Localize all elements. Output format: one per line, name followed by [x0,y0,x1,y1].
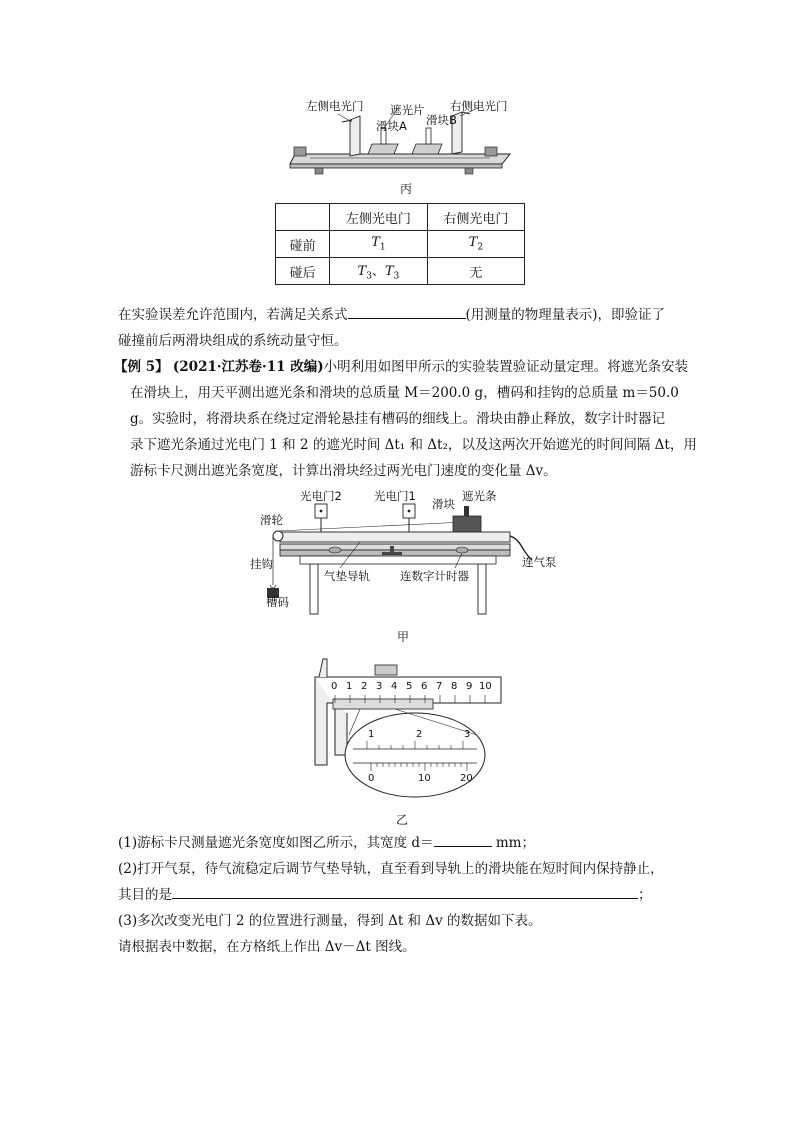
label-slider-a: 滑块A [376,119,407,133]
table-header-left-gate: 左侧光电门 [330,204,428,231]
example-line: g。实验时，将滑块系在绕过定滑轮悬挂有槽码的细线上。滑块由静止释放，数字计时器记 [130,411,666,427]
question-2-line-1: (2)打开气泵，待气流稳定后调节气垫导轨，直至看到导轨上的滑块能在短时间内保持静止， [118,861,664,877]
zoom-vernier-number: 20 [460,773,473,784]
table-row [276,258,525,285]
label-gate-2: 光电门2 [300,489,342,503]
label-pump: 连气泵 [522,555,557,569]
figure-jia [250,489,570,644]
table-cell: 无 [427,258,524,285]
answer-blank-purpose[interactable] [172,882,638,899]
figure-yi [305,655,505,835]
question-2-line-2: 其目的是 ； [118,882,698,908]
table-cell: $T_2$ [427,231,524,258]
answer-blank-width[interactable] [434,830,492,847]
example-line: 游标卡尺测出遮光条宽度，计算出滑块经过两光电门速度的变化量 Δv。 [130,463,557,479]
zoom-main-number: 2 [416,729,423,740]
example-line: 录下遮光条通过光电门 1 和 2 的遮光时间 Δt₁ 和 Δt₂，以及这两次开始遮光的时间间隔 Δt，用 [130,437,697,453]
answer-blank-relation[interactable] [348,302,466,319]
table-header-row [276,204,525,231]
question-1: (1)游标卡尺测量遮光条宽度如图乙所示，其宽度 d＝ mm； [118,830,698,856]
label-strip: 遮光条 [462,489,497,503]
table-row-label-before: 碰前 [276,231,330,258]
table-corner-cell [276,204,330,231]
vernier-caliper-diagram [305,655,505,805]
question-4: 请根据表中数据，在方格纸上作出 Δv－Δt 图线。 [118,939,416,955]
questions [118,830,698,960]
zoom-main-number: 3 [464,729,471,740]
figure-caption-jia: 甲 [397,630,410,644]
table-row [276,231,525,258]
table-cell: $T_3$、$T_3$ [330,258,428,285]
paragraph-conclusion [118,302,688,354]
gate-time-table [275,203,525,285]
table-row-label-after: 碰后 [276,258,330,285]
example-5-text [114,354,698,484]
label-gate-1: 光电门1 [374,489,416,503]
label-right-gate: 右侧电光门 [450,99,508,113]
paragraph-line: 碰撞前后两滑块组成的系统动量守恒。 [118,333,348,349]
example-tag: 【例 5】 [114,359,169,375]
label-track: 气垫导轨 [324,569,370,583]
label-timer: 连数字计时器 [400,569,469,583]
label-weights: 槽码 [266,595,289,609]
paragraph-line: 在实验误差允许范围内，若满足关系式 (用测量的物理量表示)，即验证了 [118,302,688,328]
label-slider-b: 滑块B [426,113,457,127]
question-3: (3)多次改变光电门 2 的位置进行测量，得到 Δt 和 Δv 的数据如下表。 [118,913,542,929]
table-cell: $T_1$ [330,231,428,258]
label-pulley: 滑轮 [260,513,283,527]
label-shade: 遮光片 [390,103,425,117]
example-line: 在滑块上，用天平测出遮光条和滑块的总质量 M＝200.0 g，槽码和挂钩的总质量 m＝50.0 [130,385,679,401]
table-header-right-gate: 右侧光电门 [427,204,524,231]
label-slider: 滑块 [432,497,455,511]
figure-caption-bing: 丙 [400,182,413,196]
zoom-main-number: 1 [368,729,375,740]
example-source: (2021·江苏卷·11 改编) [172,359,324,375]
figure-bing [280,92,530,202]
example-line: 【例 5】 (2021·江苏卷·11 改编)小明利用如图甲所示的实验装置验证动量定理。将遮光条安装 [114,359,689,375]
label-hook: 挂钩 [250,557,273,571]
zoom-vernier-number: 0 [368,773,375,784]
zoom-vernier-number: 10 [418,773,431,784]
label-left-gate: 左侧电光门 [306,99,364,113]
main-scale-numbers: 0 1 2 3 4 5 6 7 8 9 10 [331,681,492,692]
figure-caption-yi: 乙 [396,813,409,827]
